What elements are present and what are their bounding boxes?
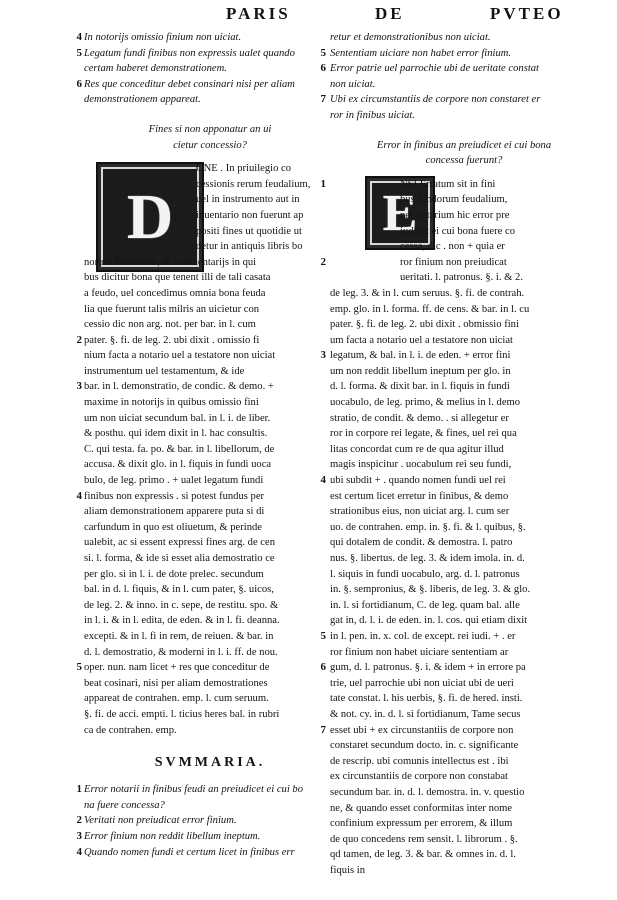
summary-line-text: Legatum fundi finibus non expressis ualet quando [84,47,295,59]
body-line-text: stratio, de condit. & demo. . si allegetur er [330,412,509,424]
body-line-text: per glo. si in l. i. de dote prelec. secundum [84,568,264,580]
marginal-number: 5 [76,46,82,59]
body-line-text: litas concordat cum re de qua agitur illud [330,443,504,455]
body-line-text: ubi subdit + . quando nomen fundi uel rei [330,475,506,487]
left-body [76,255,336,738]
summary-line [330,30,598,46]
body-line-text: d. l. demostratio, & moderni in l. i. ff. de nou. [84,646,278,658]
summaria-line [76,829,336,845]
body-line [84,255,336,271]
body-line-text: uo. de contrahen. emp. in. §. fi. & l. quibus, §. [330,521,526,533]
heading-line-text: concessa fuerunt? [425,155,503,167]
left-column [76,30,336,860]
body-line-text: de leg. 2. & inno. in c. sepe, de restitu. spo. & [84,599,279,611]
body-line-text: NSI Erratum sit in fini [400,178,496,190]
body-line-text: carfundum in quo est oliuetum, & perinde [84,521,262,533]
marginal-number: 4 [76,845,82,858]
body-line-text: ca de contrahen. emp. [84,724,177,736]
body-line-text: aliam demonstrationem apparere puta si di [84,506,265,518]
right-body-dropped [320,177,598,286]
body-line-text: um non uiciat secundum bal. in l. i. de liber. [84,412,271,424]
summaria-title: SVMMARIA. [154,755,266,771]
marginal-number: 5 [320,46,326,59]
body-line-text: C. qui testa. fa. po. & bar. in l. libellorum, de [84,443,275,455]
summaria-line-text: Quando nomen fundi et certum licet in finibus err [84,846,295,858]
body-line-text: bus fundorum feudalium, [400,194,508,206]
body-line [84,629,336,645]
initial-letter-e: E [382,184,418,242]
summaria-line-text: na fuere concessa? [84,799,165,811]
summary-line-text: In notorijs omissio finium non uiciat. [84,32,242,43]
body-line-text: ror in corpore rei legate, & fines, uel rei qua [330,428,517,440]
body-line-text: ror finium non habet uiciare sententiam ar [330,646,509,658]
summaria-line [76,813,336,829]
body-line-text: lia que fuerunt talis milris an uicietur con [84,303,260,315]
body-line [330,411,598,427]
summary-line-text: Res que conceditur debet consinari nisi per aliam [84,78,295,90]
body-line [320,723,598,739]
body-line-text: de quo concedens rem sensit. l. librorum . §. [330,833,518,845]
marginal-number: 7 [320,93,326,106]
summary-line [84,61,336,77]
body-line [330,333,598,349]
body-line [84,270,336,286]
body-line [84,411,336,427]
body-line-text: ror finium non preiudicat [400,256,507,268]
body-line [84,395,336,411]
marginal-number: 2 [76,333,82,346]
summaria-line-text: Error finium non reddit libellum ineptum. [84,830,261,842]
body-line-text: est certum licet erretur in finibus, & demo [330,490,509,502]
marginal-number: 7 [320,723,326,736]
body-line [330,582,598,598]
body-line-text: gum, d. l. patronus. §. i. & idem + in errore pa [330,662,526,674]
summary-line-text: non uiciat. [330,78,376,90]
summaria-line-text: Veritati non preiudicat error finium. [84,815,237,827]
body-line-text: nus. §. libertus. de leg. 3. & idem imola. in. d. [330,553,525,564]
body-line-text: oper. nun. nam licet + res que conceditur de [84,662,270,674]
right-top-summary [320,30,598,124]
body-line [76,379,336,395]
body-line [330,504,598,520]
heading-line-text: Fines si non apponatur an ui [148,123,272,135]
body-line [320,348,598,364]
body-line [330,270,598,286]
body-line-text: a feudo, uel concedimus omnia bona feuda [84,287,266,299]
body-line-text: de rescrip. ubi comunis intellectus est . ibi [330,755,509,767]
body-line [84,504,336,520]
body-line [330,691,598,707]
body-line [84,473,336,489]
left-body-dropped [84,161,336,255]
body-line [84,520,336,536]
body-line [330,598,598,614]
body-line [84,317,336,333]
body-line [84,348,336,364]
body-line-text: ONE . In priuilegio co [196,163,292,175]
marginal-number: 3 [76,380,82,393]
marginal-number: 2 [320,255,326,268]
body-line-text: appareat de contrahen. emp. l. cum seruum. [84,693,269,705]
body-line-text: bulo, de leg. primo . + ualet legatum fundi [84,475,264,487]
body-line-text: cessionis rerum feudalium, [196,178,311,190]
summary-line-text: certam haberet demonstrationem. [84,63,227,75]
summary-line [330,108,598,124]
heading-line-text: cietur concessio? [173,139,247,151]
body-line [330,754,598,770]
body-line-text: in l. pen. in. x. col. de except. rei iudi. + . er [330,630,516,642]
summary-line [330,77,598,93]
body-line-text: detur in antiquis libris bo [196,241,303,253]
heading-line [330,138,598,154]
body-line-text: inuentario non fuerunt ap [196,209,304,221]
body-line-text: ne, & quando esset conformitas inter nome [330,802,513,814]
heading-line [330,153,598,169]
body-line [320,660,598,676]
body-line-text: cessio dic non arg. not. per bar. in l. cum [84,319,256,331]
body-line [84,551,336,567]
summaria-line [76,845,336,861]
body-line [84,723,336,739]
body-line [84,707,336,723]
summary-line [76,30,336,46]
body-line [330,208,598,224]
body-line-text: bal. in d. l. fiquis, & in l. cum pater, §. uicos, [84,584,274,596]
marginal-number: 4 [320,474,326,487]
body-line [330,395,598,411]
body-line-text: magis inspicitur . uocabulum rei seu fundi, [330,459,512,471]
body-line [330,551,598,567]
body-line-text: tate constat. l. his uerbis, §. fi. de hered. insti. [330,693,523,705]
body-line [330,317,598,333]
summaria-line [84,798,336,814]
summary-line [320,46,598,62]
initial-letter-d: D [126,181,174,252]
body-line-text: um facta a notario uel a testatore non uiciat [330,334,513,346]
marginal-number: 1 [76,783,82,796]
body-line [84,567,336,583]
summary-line [76,46,336,62]
heading-line [84,138,336,154]
body-line [330,286,598,302]
body-line [330,847,598,863]
body-line [84,208,336,224]
right-heading [330,138,598,169]
body-line-text: um non reddit libellum ineptum per glo. in [330,365,511,377]
body-line-text: in l. i. & in l. edita, de eden. & in l. fi. deanna. [84,615,280,627]
body-line [84,177,336,193]
body-line [84,224,336,240]
summaria-line [76,782,336,798]
body-line-text: bar. in l. demonstratio, de condic. & demo. + [84,381,274,393]
body-line-text: norum feudalium, & in inuentarijs in qui [84,256,257,268]
body-line-text: cessa, dic . non + quia er [400,241,505,253]
body-line [330,302,598,318]
body-line-text: constaret secundum docto. in. c. significante [330,740,519,752]
body-line [84,691,336,707]
marginal-number: 5 [76,661,82,674]
body-line-text: emp. glo. in l. forma. ff. de cens. & bar. in l. cu [330,303,530,315]
body-line [84,582,336,598]
body-line [76,489,336,505]
summary-line [320,92,598,108]
body-line [330,520,598,536]
marginal-number: 4 [76,31,82,43]
body-line [320,255,598,271]
body-line [84,535,336,551]
summaria-list [76,782,336,860]
summary-line [84,92,336,108]
body-line [330,239,598,255]
body-line-text: finibus non expressis . si potest fundus per [84,490,265,502]
body-line-text: pater. §. fi. de leg. 2. ubi dixit . obmissio fini [330,319,519,331]
body-line-text: instrumentum uel testamentum, & ide [84,365,245,377]
body-line-text: ueritati. l. patronus. §. i. & 2. [400,272,523,284]
body-line [84,442,336,458]
running-head [0,4,617,30]
body-line-text: gat in, d. l. i. de eden. in. l. cos. qui etiam dixit [330,615,528,627]
body-line [84,364,336,380]
body-line [330,707,598,723]
body-line-text: ualebit, ac si essent expressi fines arg. de cen [84,537,276,549]
heading-line [84,122,336,138]
body-line-text: & posthu. qui idem dixit in l. hac consultis. [84,428,268,440]
body-line-text: bus dicitur bona que tenent illi de tali casata [84,272,271,284]
marginal-number: 1 [320,177,326,190]
body-line [84,613,336,629]
body-line [84,239,336,255]
body-line [84,645,336,661]
body-line-text: fiquis in [330,864,366,876]
body-line [84,457,336,473]
body-line-text: pater. §. fi. de leg. 2. ubi dixit . omissio fi [84,334,260,346]
body-line [330,567,598,583]
body-line [330,426,598,442]
marginal-number: 6 [76,77,82,90]
running-head-right: PVTEO [490,4,564,23]
body-line [330,613,598,629]
body-line [330,816,598,832]
body-line-text: strationibus eius, non uiciat arg. l. cum ser [330,506,510,518]
body-line [330,379,598,395]
body-line-text: uocabulo, de leg. primo, & melius in l. demo [330,397,521,409]
body-line [330,832,598,848]
body-line-text: uel in instrumento aut in [196,194,300,206]
body-line-text: l. siquis in fundi uocabulo, arg. d. l. patronus [330,568,520,580]
body-line-text: positi fines ut quotidie ut [196,225,302,237]
body-line-text: in. l. si fortidianum, C. de leg. quam bal. alle [330,599,520,611]
body-line [330,457,598,473]
body-line-text: in. §. sempronius, & §. liberis, de leg. 3. & glo. [330,584,531,596]
body-line [330,863,598,879]
body-line-text: d. l. forma. & dixit bar. in l. fiquis in fundi [330,381,510,393]
marginal-number: 4 [76,489,82,502]
body-line [320,629,598,645]
marginal-number: 3 [320,349,326,362]
running-head-left: PARIS [226,4,291,23]
body-line [330,785,598,801]
summary-line-text: retur et demonstrationibus non uiciat. [330,32,491,43]
body-line [84,302,336,318]
body-line-text: ex circunstantiis de corpore non constabat [330,771,508,783]
body-line [84,676,336,692]
summary-line [320,61,598,77]
body-line-text: qui dotalem de condit. & demostra. l. patro [330,537,513,549]
body-line-text: legatum, & bal. in l. i. de eden. + error fini [330,350,511,362]
summary-line [76,77,336,93]
body-line [84,426,336,442]
summary-line-text: Sententiam uiciare non habet error finium. [330,47,512,59]
body-line [76,660,336,676]
body-line-text: si. l. forma, & ide si esset alia demostratio ce [84,553,275,564]
right-body [320,286,598,879]
body-line [330,738,598,754]
body-line-text: secundum bar. in. d. l. demostra. in. v. questio [330,786,525,798]
marginal-number: 6 [320,62,326,75]
right-column [320,30,598,878]
body-line-text: beat cosinari, nisi per aliam demostrationes [84,677,268,689]
body-line-text: iudicet ei cui bona fuere co [400,225,516,237]
body-line-text: de leg. 3. & in l. cum seruus. §. fi. de contrah. [330,287,525,299]
body-line-text: & not. cy. in. d. l. si fortidianum, Tame secus [330,708,521,720]
body-line [84,161,336,177]
body-line [330,192,598,208]
body-line-text: esset ubi + ex circunstantiis de corpore non [330,724,514,736]
body-line [330,535,598,551]
body-line [330,224,598,240]
summary-line-text: ror in finibus uiciat. [330,109,415,121]
body-line [84,192,336,208]
body-line [330,364,598,380]
body-line-text: trie, uel parrochie ubi non uiciat ubi de ueri [330,677,514,689]
body-line [76,333,336,349]
marginal-number: 3 [76,829,82,842]
body-line-text: maxime in notorijs in quibus omissio fini [84,397,259,409]
body-line-text: nium facta a notario uel a testatore non uiciat [84,350,276,362]
body-line-text: accusa. & dixit glo. in l. fiquis in fundi uoca [84,459,272,471]
summary-line-text: Error patrie uel parrochie ubi de ueritate constat [330,63,540,75]
body-line-text: excepti. & in l. fi in rem, de reiuen. & bar. in [84,630,274,642]
body-line [330,801,598,817]
body-line [320,177,598,193]
body-line-text: per notarium hic error pre [400,209,510,221]
body-line [84,598,336,614]
body-line [330,676,598,692]
running-head-middle: DE [375,4,405,23]
left-top-summary [76,30,336,108]
body-line-text: confinium expressum per errorem, & illum [330,818,513,830]
summary-line-text: demonstrationem appareat. [84,94,201,106]
body-line [330,769,598,785]
body-line [330,442,598,458]
marginal-number: 2 [76,814,82,827]
summary-line-text: Ubi ex circumstantiis de corpore non constaret er [330,94,541,106]
marginal-number: 5 [320,629,326,642]
left-heading [84,122,336,153]
body-line [330,645,598,661]
summaria-line-text: Error notarii in finibus feudi an preiudicet ei cui bo [84,784,304,796]
body-line [320,473,598,489]
body-line [330,489,598,505]
marginal-number: 6 [320,661,326,674]
body-line-text: qd tamen, de leg. 3. & bar. & omnes in. d. l. [330,849,516,861]
body-line [84,286,336,302]
heading-line-text: Error in finibus an preiudicet ei cui bona [376,139,552,151]
body-line-text: §. fi. de acci. empti. l. ticius heres bal. in rubri [84,708,280,720]
